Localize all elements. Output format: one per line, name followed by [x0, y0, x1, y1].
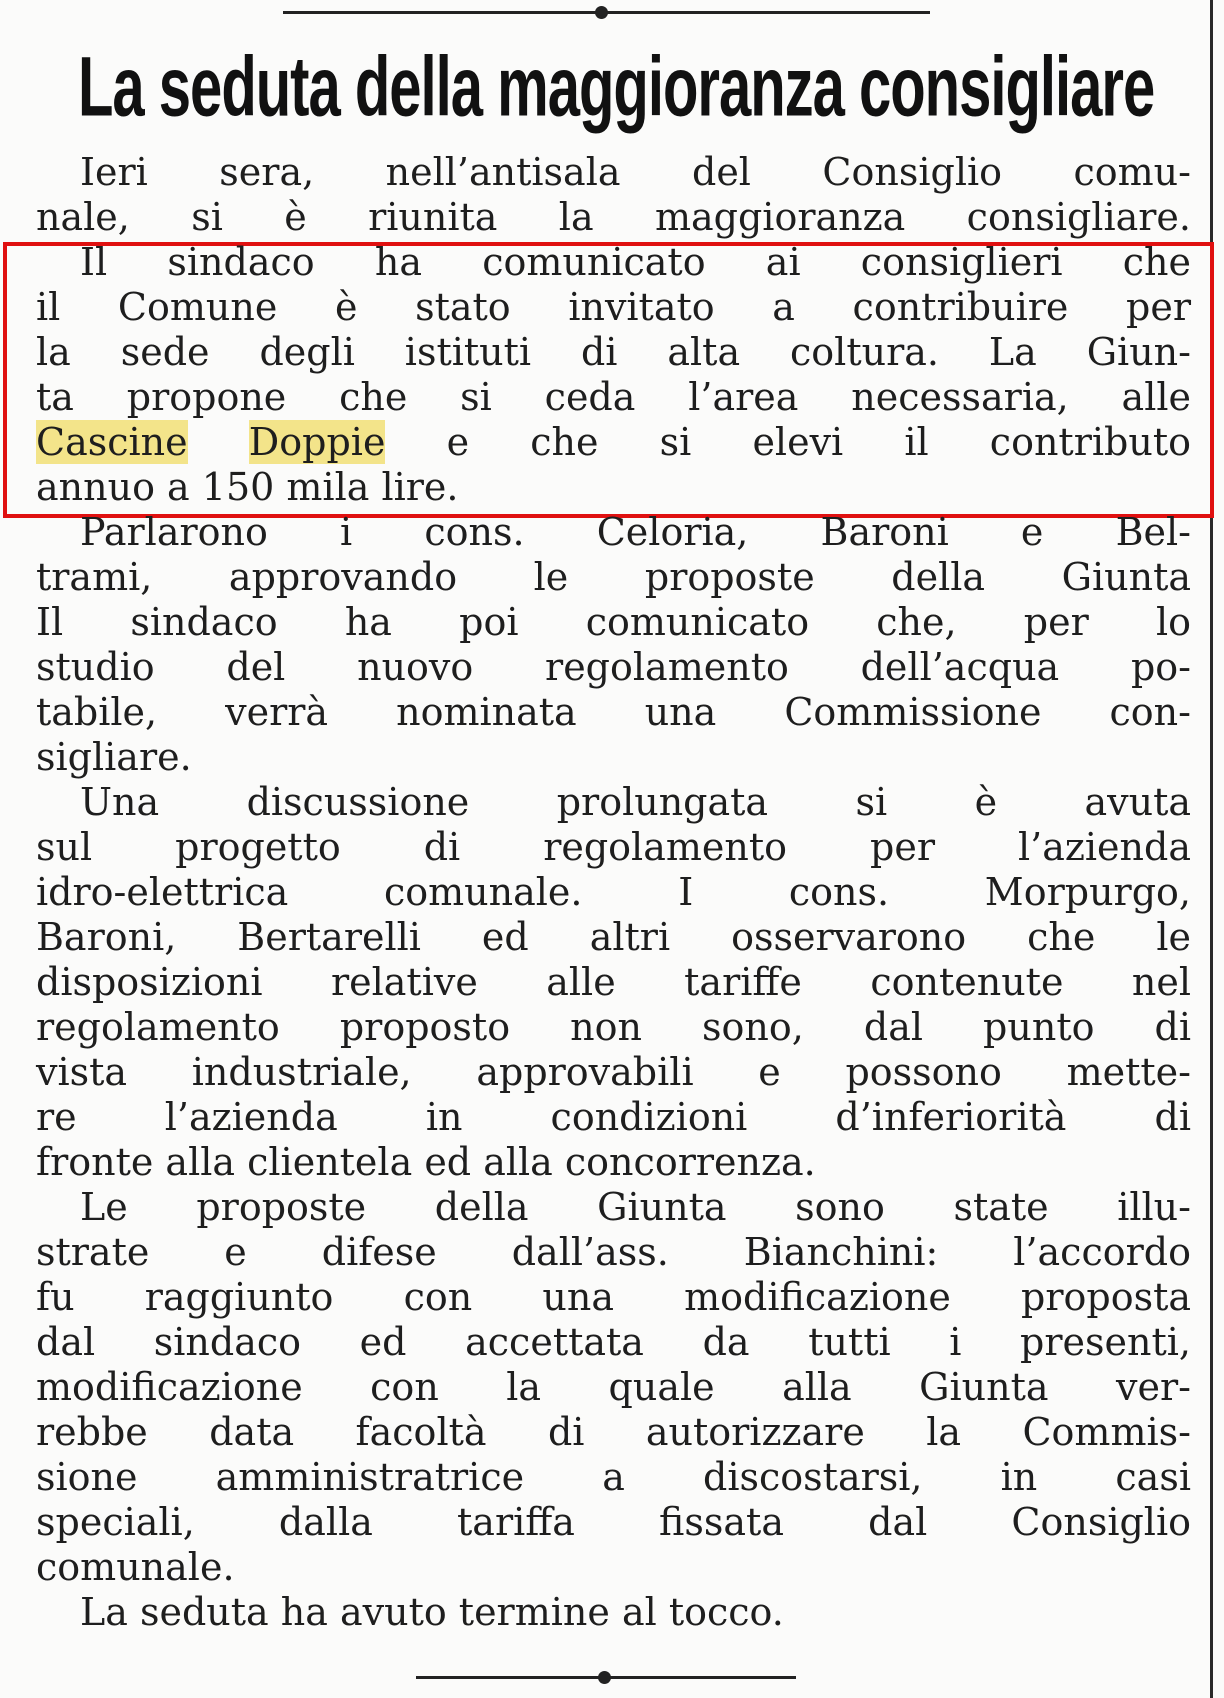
- text-line-with-highlight: [36, 420, 1191, 465]
- text-line: Il sindaco ha poi comunicato che, per lo: [36, 600, 1191, 644]
- text-line: sigliare.: [36, 735, 192, 779]
- text-line: nale, si è riunita la maggioranza consigliare.: [36, 195, 1191, 239]
- bottom-divider-ornament: [598, 1671, 611, 1684]
- top-divider-rule: [283, 11, 930, 14]
- text-line: annuo a 150 mila lire.: [36, 465, 459, 509]
- article-headline: La seduta della maggioranza consigliare: [78, 40, 1155, 135]
- text-line: dal sindaco ed accettata da tutti i presenti,: [36, 1320, 1191, 1364]
- text-line: ta propone che si ceda l’area necessaria, alle: [36, 375, 1191, 419]
- highlighted-word: Cascine: [36, 420, 188, 464]
- previous-article-cutoff: [40, 0, 1140, 8]
- text-line: sione amministratrice a discostarsi, in casi: [36, 1455, 1191, 1499]
- text-line: studio del nuovo regolamento dell’acqua po-: [36, 645, 1191, 689]
- text-line: Baroni, Bertarelli ed altri osservarono che le: [36, 915, 1191, 959]
- highlighted-word: Doppie: [248, 420, 386, 464]
- text-line: strate e difese dall’ass. Bianchini: l’accordo: [36, 1230, 1191, 1274]
- text-line: Le proposte della Giunta sono state illu-: [80, 1185, 1191, 1229]
- text-line: vista industriale, approvabili e possono mette-: [36, 1050, 1191, 1094]
- text-line: La seduta ha avuto termine al tocco.: [80, 1590, 784, 1634]
- text-span: e che si elevi il contributo: [446, 420, 1191, 464]
- text-line: Una discussione prolungata si è avuta: [80, 780, 1191, 824]
- text-line: Ieri sera, nell’antisala del Consiglio comu-: [80, 150, 1191, 194]
- text-line: re l’azienda in condizioni d’inferiorità di: [36, 1095, 1191, 1139]
- text-line: la sede degli istituti di alta coltura. La Giun-: [36, 330, 1191, 374]
- text-line: comunale.: [36, 1545, 235, 1589]
- text-line: speciali, dalla tariffa fissata dal Consiglio: [36, 1500, 1191, 1544]
- text-line: tabile, verrà nominata una Commissione con-: [36, 690, 1191, 734]
- text-line: trami, approvando le proposte della Giunta: [36, 555, 1191, 599]
- text-line: Parlarono i cons. Celoria, Baroni e Bel-: [80, 510, 1191, 554]
- text-line: il Comune è stato invitato a contribuire per: [36, 285, 1191, 329]
- bottom-divider-rule: [416, 1676, 796, 1679]
- text-line: rebbe data facoltà di autorizzare la Commis-: [36, 1410, 1191, 1454]
- text-line: fronte alla clientela ed alla concorrenza.: [36, 1140, 816, 1184]
- text-line: Il sindaco ha comunicato ai consiglieri che: [80, 240, 1191, 284]
- text-line: idro-elettrica comunale. I cons. Morpurgo,: [36, 870, 1191, 914]
- article-body: [36, 150, 1191, 1635]
- text-line: modificazione con la quale alla Giunta ver-: [36, 1365, 1191, 1409]
- text-line: disposizioni relative alle tariffe contenute nel: [36, 960, 1191, 1004]
- text-line: fu raggiunto con una modificazione proposta: [36, 1275, 1191, 1319]
- text-line: sul progetto di regolamento per l’azienda: [36, 825, 1191, 869]
- text-line: regolamento proposto non sono, dal punto di: [36, 1005, 1191, 1049]
